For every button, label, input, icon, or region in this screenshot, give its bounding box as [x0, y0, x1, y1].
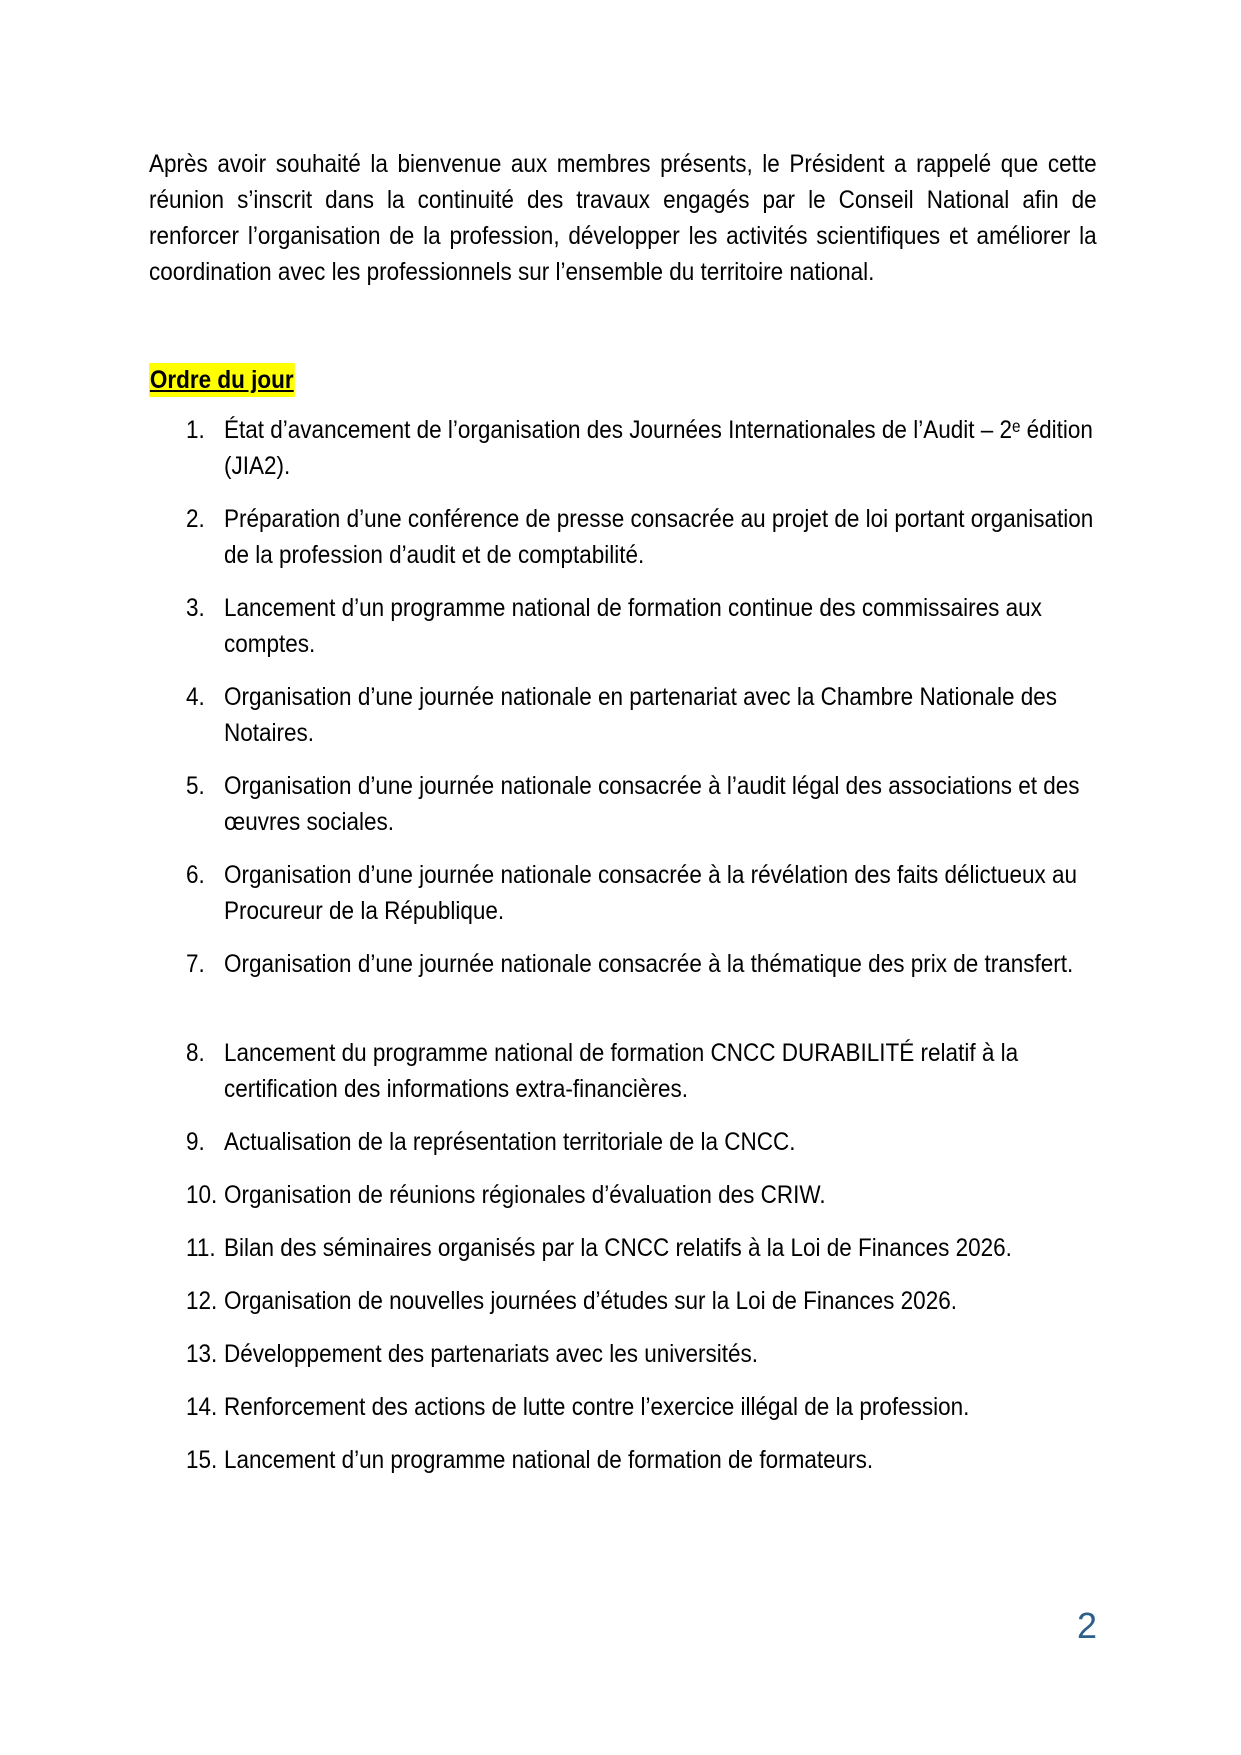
agenda-item-text: Bilan des séminaires organisés par la CNCC relatifs à la Loi de Finances 2026. — [224, 1234, 1012, 1262]
agenda-item-text: Développement des partenariats avec les universités. — [224, 1340, 759, 1368]
agenda-item-text: État d’avancement de l’organisation des Journées Internationales de l’Audit – 2ᵉ édition (JIA2). — [224, 416, 1093, 480]
agenda-item-number: 5. — [186, 772, 205, 800]
agenda-item-text: Lancement du programme national de formation CNCC DURABILITÉ relatif à la certification des informations extra-financières. — [224, 1039, 1019, 1103]
page-number: 2 — [1076, 1605, 1097, 1646]
agenda-item-number: 1. — [186, 416, 205, 444]
agenda-item-text: Organisation d’une journée nationale consacrée à la thématique des prix de transfert. — [224, 950, 1074, 978]
agenda-item-text: Organisation d’une journée nationale en partenariat avec la Chambre Nationale des Notaires. — [224, 683, 1058, 747]
agenda-item-number: 4. — [186, 683, 205, 711]
agenda-item-text: Préparation d’une conférence de presse consacrée au projet de loi portant organisation de la profession d’audit et de comptabilité. — [224, 505, 1094, 569]
agenda-item-number: 11. — [186, 1234, 216, 1262]
agenda-item-number: 14. — [186, 1393, 218, 1421]
agenda-item-number: 2. — [186, 505, 205, 533]
agenda-item-number: 10. — [186, 1181, 218, 1209]
intro-paragraph: Après avoir souhaité la bienvenue aux membres présents, le Président a rappelé que cette réunion s’inscrit dans la continuité des travaux engagés par le Conseil National afin de renforcer l’organisation de la profession, développer les activités scientifiques et améliorer la coordination avec les professionnels sur l’ensemble du territoire national. — [149, 150, 1097, 286]
agenda-item-text: Actualisation de la représentation territoriale de la CNCC. — [224, 1128, 796, 1156]
agenda-heading: Ordre du jour — [149, 363, 295, 397]
agenda-item-text: Renforcement des actions de lutte contre l’exercice illégal de la profession. — [224, 1393, 970, 1421]
agenda-item-text: Lancement d’un programme national de formation de formateurs. — [224, 1446, 874, 1474]
agenda-item-number: 12. — [186, 1287, 218, 1315]
agenda-item-text: Organisation de nouvelles journées d’études sur la Loi de Finances 2026. — [224, 1287, 957, 1315]
agenda-item-number: 3. — [186, 594, 205, 622]
agenda-item-text: Lancement d’un programme national de formation continue des commissaires aux comptes. — [224, 594, 1042, 658]
agenda-item-number: 15. — [186, 1446, 218, 1474]
agenda-item-text: Organisation d’une journée nationale consacrée à la révélation des faits délictueux au Procureur de la République. — [224, 861, 1078, 925]
agenda-item-number: 8. — [186, 1039, 205, 1067]
agenda-item-number: 9. — [186, 1128, 205, 1156]
agenda-item-number: 13. — [186, 1340, 218, 1368]
agenda-item-text: Organisation de réunions régionales d’évaluation des CRIW. — [224, 1181, 826, 1209]
agenda-item-number: 6. — [186, 861, 205, 889]
agenda-item-text: Organisation d’une journée nationale consacrée à l’audit légal des associations et des œuvres sociales. — [224, 772, 1080, 836]
agenda-item-number: 7. — [186, 950, 205, 978]
